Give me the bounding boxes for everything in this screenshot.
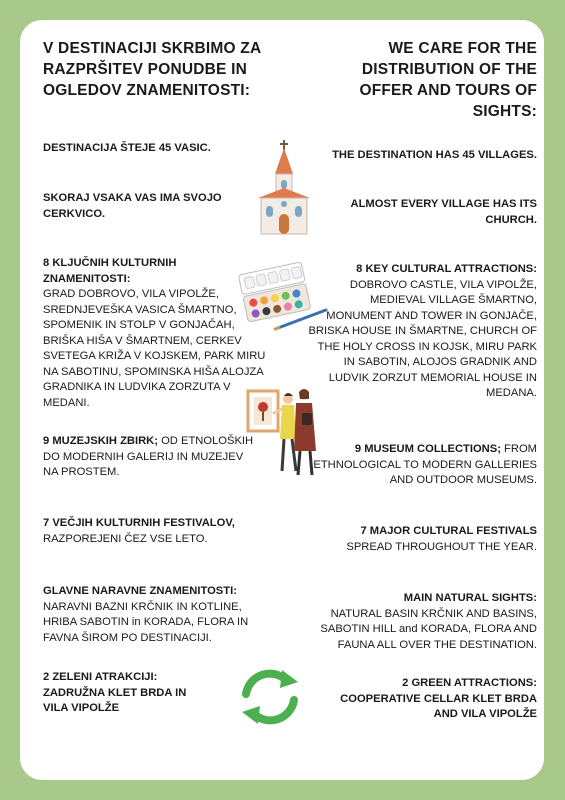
- title-english: WE CARE FOR THE DISTRIBUTION OF THE OFFER AND TOURS OF SIGHTS:: [359, 40, 537, 120]
- gallery-visitors-icon: [244, 383, 322, 479]
- right-festivals-text: SPREAD THROUGHOUT THE YEAR.: [346, 540, 537, 553]
- right-green-heading: 2 GREEN ATTRACTIONS:: [402, 677, 537, 689]
- left-cultural-list: GRAD DOBROVO, VILA VIPOLŽE, SREDNJEVEŠKA VASICA ŠMARTNO, SPOMENIK IN STOLP V GONJAČAH, BRIŠKA HIŠA V ŠMARTNEM, CERKEV SVETEGA KRIŽA V KOJSKEM, PARK MIRU NA SABOTINU, SPOMINSKA HIŠA ALOJZA GRADNIKA IN LUDVIKA ZORZUTA V MEDANI.: [43, 288, 266, 409]
- right-cultural-heading: 8 KEY CULTURAL ATTRACTIONS:: [356, 263, 537, 275]
- left-church: SKORAJ VSAKA VAS IMA SVOJO CERKVICO.: [43, 192, 222, 220]
- left-festivals: [43, 516, 268, 547]
- left-cultural-heading: 8 KLJUČNIH KULTURNIH ZNAMENITOSTI:: [43, 257, 177, 285]
- left-museums-text: OD ETNOLOŠKIH DO MODERNIH GALERIJ IN MUZEJEV NA PROSTEM.: [43, 435, 254, 478]
- right-church: ALMOST EVERY VILLAGE HAS ITS CHURCH.: [350, 198, 537, 226]
- left-natural-text: NARAVNI BAZNI KRČNIK IN KOTLINE, HRIBA SABOTIN in KORADA, FLORA IN FAVNA ŠIROM PO DESTINACIJI.: [43, 600, 249, 644]
- left-museums: [43, 434, 261, 481]
- right-cultural: [305, 262, 537, 402]
- left-festivals-heading: 7 VEČJIH KULTURNIH FESTIVALOV,: [43, 517, 235, 529]
- paint-palette-icon: [238, 258, 330, 334]
- right-cultural-list: DOBROVO CASTLE, VILA VIPOLŽE, MEDIEVAL VILLAGE ŠMARTNO, MONUMENT AND TOWER IN GONJAČE, BRISKA HOUSE IN ŠMARTNE, CHURCH OF THE HOLY CROSS IN KOJSK, MIRU PARK IN SABOTIN, ALOJOS GRADNIK AND LUDVIK ZORZUT MEMORIAL HOUSE IN MEDANA.: [308, 278, 537, 399]
- right-natural-heading: MAIN NATURAL SIGHTS:: [403, 592, 537, 604]
- right-natural-text: NATURAL BASIN KRČNIK AND BASINS, SABOTIN HILL and KORADA, FLORA AND FAUNA ALL OVER THE DESTINATION.: [320, 607, 537, 651]
- left-museums-heading: 9 MUZEJSKIH ZBIRK;: [43, 435, 158, 447]
- right-festivals-heading: 7 MAJOR CULTURAL FESTIVALS: [360, 525, 537, 537]
- title-slovenian: V DESTINACIJI SKRBIMO ZA RAZPRŠITEV PONUDBE IN OGLEDOV ZNAMENITOSTI:: [43, 40, 261, 99]
- right-green-text: COOPERATIVE CELLAR KLET BRDA AND VILA VIPOLŽE: [340, 692, 537, 720]
- left-green: [43, 670, 193, 717]
- recycle-icon: [238, 668, 302, 726]
- left-festivals-text: RAZPOREJENI ČEZ VSE LETO.: [43, 532, 208, 545]
- right-villages: THE DESTINATION HAS 45 VILLAGES.: [332, 149, 537, 161]
- left-green-heading: 2 ZELENI ATRAKCIJI:: [43, 671, 158, 683]
- left-villages: DESTINACIJA ŠTEJE 45 VASIC.: [43, 142, 211, 154]
- left-green-text: ZADRUŽNA KLET BRDA IN VILA VIPOLŽE: [43, 686, 187, 714]
- left-cultural: [43, 256, 268, 411]
- left-natural-heading: GLAVNE NARAVNE ZNAMENITOSTI:: [43, 585, 237, 597]
- right-museums-text: FROM ETHNOLOGICAL TO MODERN GALLERIES AND OUTDOOR MUSEUMS.: [313, 443, 537, 486]
- right-museums-heading: 9 MUSEUM COLLECTIONS;: [354, 443, 501, 455]
- right-festivals: [305, 524, 537, 555]
- right-museums: [305, 442, 537, 489]
- left-natural: [43, 584, 265, 646]
- right-green: [327, 676, 537, 723]
- right-natural: [305, 591, 537, 653]
- church-icon: [255, 140, 313, 236]
